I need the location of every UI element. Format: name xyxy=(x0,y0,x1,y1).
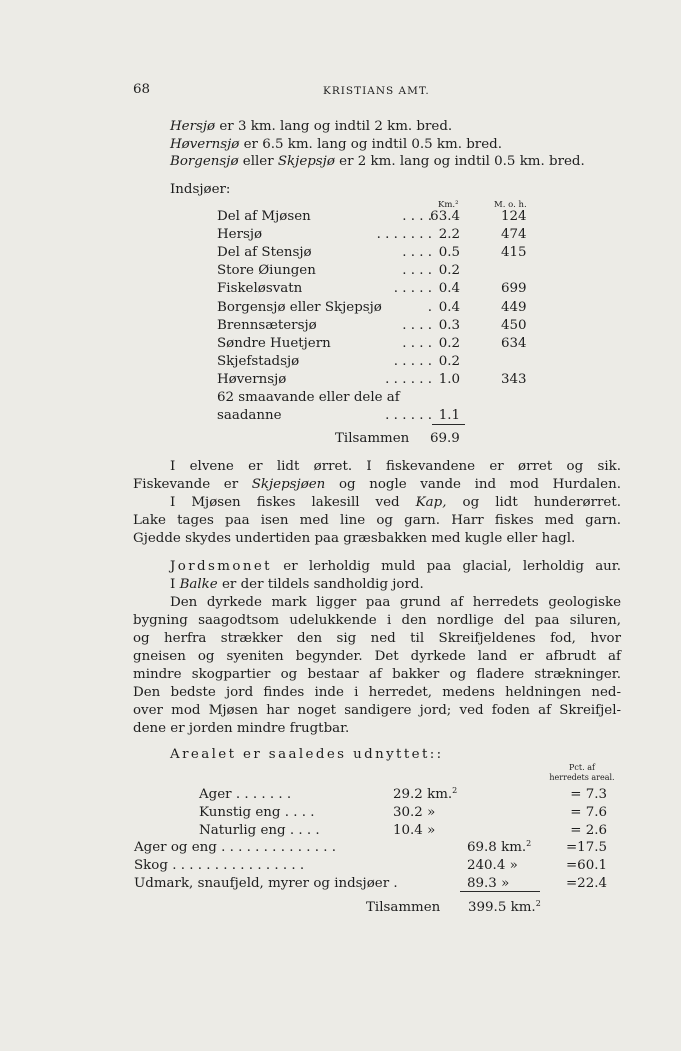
areal-total-label: Tilsammen xyxy=(366,900,441,915)
lake-row-leader: . . . . xyxy=(402,263,432,278)
soil-paragraph-line: Den dyrkede mark ligger paa grund af herredets geologiske xyxy=(170,595,621,610)
lake-row-leader: . . . . . xyxy=(393,281,432,296)
lake-row-name: 62 smaavande eller dele af xyxy=(217,390,400,405)
lake-row-name: Hersjø xyxy=(217,227,263,242)
column-header-height: M. o. h. xyxy=(494,200,527,210)
areal-heading: Arealet er saaledes udnyttet:: xyxy=(170,747,444,762)
areal-row-value: 89.3 » xyxy=(467,876,510,891)
soil-paragraph-line: bygning saagodtsom udelukkende i den nordlige del paa siluren, xyxy=(133,613,621,628)
lake-row-area: 63.4 xyxy=(430,209,460,224)
emphasis-term: Jordsmonet xyxy=(170,559,272,574)
indsjoer-heading: Indsjøer: xyxy=(170,182,231,197)
lake-dimension-connector: eller xyxy=(242,154,274,169)
soil-paragraph-line: I Balke er der tildels sandholdig jord. xyxy=(170,577,424,592)
lake-row-height: 634 xyxy=(501,336,527,351)
lake-row-name: Høvernsjø xyxy=(217,372,287,387)
lake-name: Borgensjø xyxy=(170,154,239,169)
areal-sum-rule xyxy=(460,891,540,892)
lake-row-name: saadanne xyxy=(217,408,282,423)
lake-row-leader: . xyxy=(427,300,432,315)
lake-dimension-line xyxy=(170,137,502,152)
fish-paragraph-line: Gjedde skydes undertiden paa græsbakken med kugle eller hagl. xyxy=(133,531,576,546)
pct-header-line-1: Pct. af xyxy=(569,763,595,772)
areal-row-label: Ager og eng . . . . . . . . . . . . . . xyxy=(134,840,337,855)
lake-dimension-text: er 3 km. lang og indtil 2 km. bred. xyxy=(219,119,453,134)
lake-row-name: Del af Mjøsen xyxy=(217,209,311,224)
areal-row-label: Ager . . . . . . . xyxy=(199,787,292,802)
lake-row-area: 1.0 xyxy=(438,372,460,387)
fish-paragraph-line: I elvene er lidt ørret. I fiskevandene er ørret og sik. xyxy=(170,459,621,474)
lake-row-leader: . . . . . . xyxy=(385,408,432,423)
lake-row-leader: . . . . . . . xyxy=(376,227,432,242)
soil-paragraph-line: mindre skogpartier og bestaar af bakker og fladere strækninger. xyxy=(133,667,621,682)
lake-row-leader: . . . . . xyxy=(393,354,432,369)
lake-row-area: 1.1 xyxy=(438,408,460,423)
areal-row-percent: = 7.3 xyxy=(570,787,607,802)
lake-row-height: 415 xyxy=(501,245,527,260)
lake-row-height: 124 xyxy=(501,209,527,224)
lake-row-area: 2.2 xyxy=(438,227,460,242)
areal-row-percent: =22.4 xyxy=(565,876,607,891)
sum-rule xyxy=(432,424,465,425)
areal-row-subvalue: 30.2 » xyxy=(393,805,436,820)
lake-dimension-line xyxy=(170,154,585,169)
lake-row-area: 0.2 xyxy=(438,336,460,351)
soil-paragraph-line: og herfra strækker den sig ned til Skreifjeldenes fod, hvor xyxy=(133,631,621,646)
lakes-total-label: Tilsammen xyxy=(335,431,410,446)
lake-row-name: Søndre Huetjern xyxy=(217,336,331,351)
lake-name-alt: Skjepsjø xyxy=(277,154,335,169)
page-number: 68 xyxy=(133,82,151,97)
areal-row-percent: = 2.6 xyxy=(570,823,607,838)
lakes-total-value: 69.9 xyxy=(430,431,460,446)
lake-row-height: 450 xyxy=(501,318,527,333)
fish-paragraph-line: Lake tages paa isen med line og garn. Harr fiskes med garn. xyxy=(133,513,621,528)
column-header-area: Km.² xyxy=(438,200,459,210)
areal-row-label: Kunstig eng . . . . xyxy=(199,805,315,820)
lake-dimension-text: er 6.5 km. lang og indtil 0.5 km. bred. xyxy=(243,137,502,152)
areal-row-subvalue: 29.2 km.$^2$ xyxy=(393,786,458,802)
areal-row-label: Udmark, snaufjeld, myrer og indsjøer . xyxy=(134,876,398,891)
areal-row-label: Skog . . . . . . . . . . . . . . . . xyxy=(134,858,305,873)
lake-row-leader: . . . . xyxy=(402,245,432,260)
lake-row-name: Del af Stensjø xyxy=(217,245,312,260)
areal-row-label: Naturlig eng . . . . xyxy=(199,823,320,838)
lake-dimension-text: er 2 km. lang og indtil 0.5 km. bred. xyxy=(339,154,585,169)
lake-row-leader: . . . . xyxy=(402,209,432,224)
lake-name: Hersjø xyxy=(170,119,216,134)
place-name: Kap, xyxy=(415,495,447,510)
areal-row-percent: =60.1 xyxy=(565,858,607,873)
lake-row-area: 0.5 xyxy=(438,245,460,260)
areal-row-percent: = 7.6 xyxy=(570,805,607,820)
lake-row-name: Fiskeløsvatn xyxy=(217,281,303,296)
lake-row-name: Skjefstadsjø xyxy=(217,354,300,369)
lake-row-height: 343 xyxy=(501,372,527,387)
soil-paragraph-line: over mod Mjøsen har noget sandigere jord; ved foden af Skreifjel- xyxy=(133,703,621,718)
lake-row-height: 474 xyxy=(501,227,527,242)
lake-row-area: 0.4 xyxy=(438,300,460,315)
lake-name: Høvernsjø xyxy=(170,137,240,152)
pct-header-line-2: herredets areal. xyxy=(549,773,615,782)
lake-row-area: 0.2 xyxy=(438,263,460,278)
lake-row-leader: . . . . . . xyxy=(385,372,432,387)
place-name: Skjepsjøen xyxy=(251,477,326,492)
areal-total-value: 399.5 km.$^2$ xyxy=(468,899,541,915)
lake-dimension-line xyxy=(170,119,452,134)
running-title: KRISTIANS AMT. xyxy=(323,85,430,97)
areal-row-value: 240.4 » xyxy=(467,858,518,873)
lake-row-name: Borgensjø eller Skjepsjø xyxy=(217,300,382,315)
lake-row-name: Brennsætersjø xyxy=(217,318,317,333)
lake-row-height: 699 xyxy=(501,281,527,296)
lake-row-area: 0.3 xyxy=(438,318,460,333)
soil-paragraph-line: gneisen og syeniten begynder. Det dyrkede land er afbrudt af xyxy=(133,649,621,664)
lake-row-name: Store Øiungen xyxy=(217,263,316,278)
lake-row-height: 449 xyxy=(501,300,527,315)
lake-row-leader: . . . . xyxy=(402,318,432,333)
areal-row-percent: =17.5 xyxy=(565,840,607,855)
lake-row-area: 0.2 xyxy=(438,354,460,369)
lake-row-leader: . . . . xyxy=(402,336,432,351)
fish-paragraph-line: I Mjøsen fiskes lakesill ved Kap, og lidt hunderørret. xyxy=(170,495,621,510)
fish-paragraph-line: Fiskevande er Skjepsjøen og nogle vande ind mod Hurdalen. xyxy=(133,477,621,492)
areal-row-subvalue: 10.4 » xyxy=(393,823,436,838)
areal-row-value: 69.8 km.$^2$ xyxy=(467,839,532,855)
soil-paragraph-line: Jordsmonet er lerholdig muld paa glacial, lerholdig aur. xyxy=(170,559,621,574)
place-name: Balke xyxy=(179,577,218,592)
lake-row-area: 0.4 xyxy=(438,281,460,296)
soil-paragraph-line: Den bedste jord findes inde i herredet, medens heldningen ned- xyxy=(133,685,621,700)
soil-paragraph-line: dene er jorden mindre frugtbar. xyxy=(133,721,350,736)
